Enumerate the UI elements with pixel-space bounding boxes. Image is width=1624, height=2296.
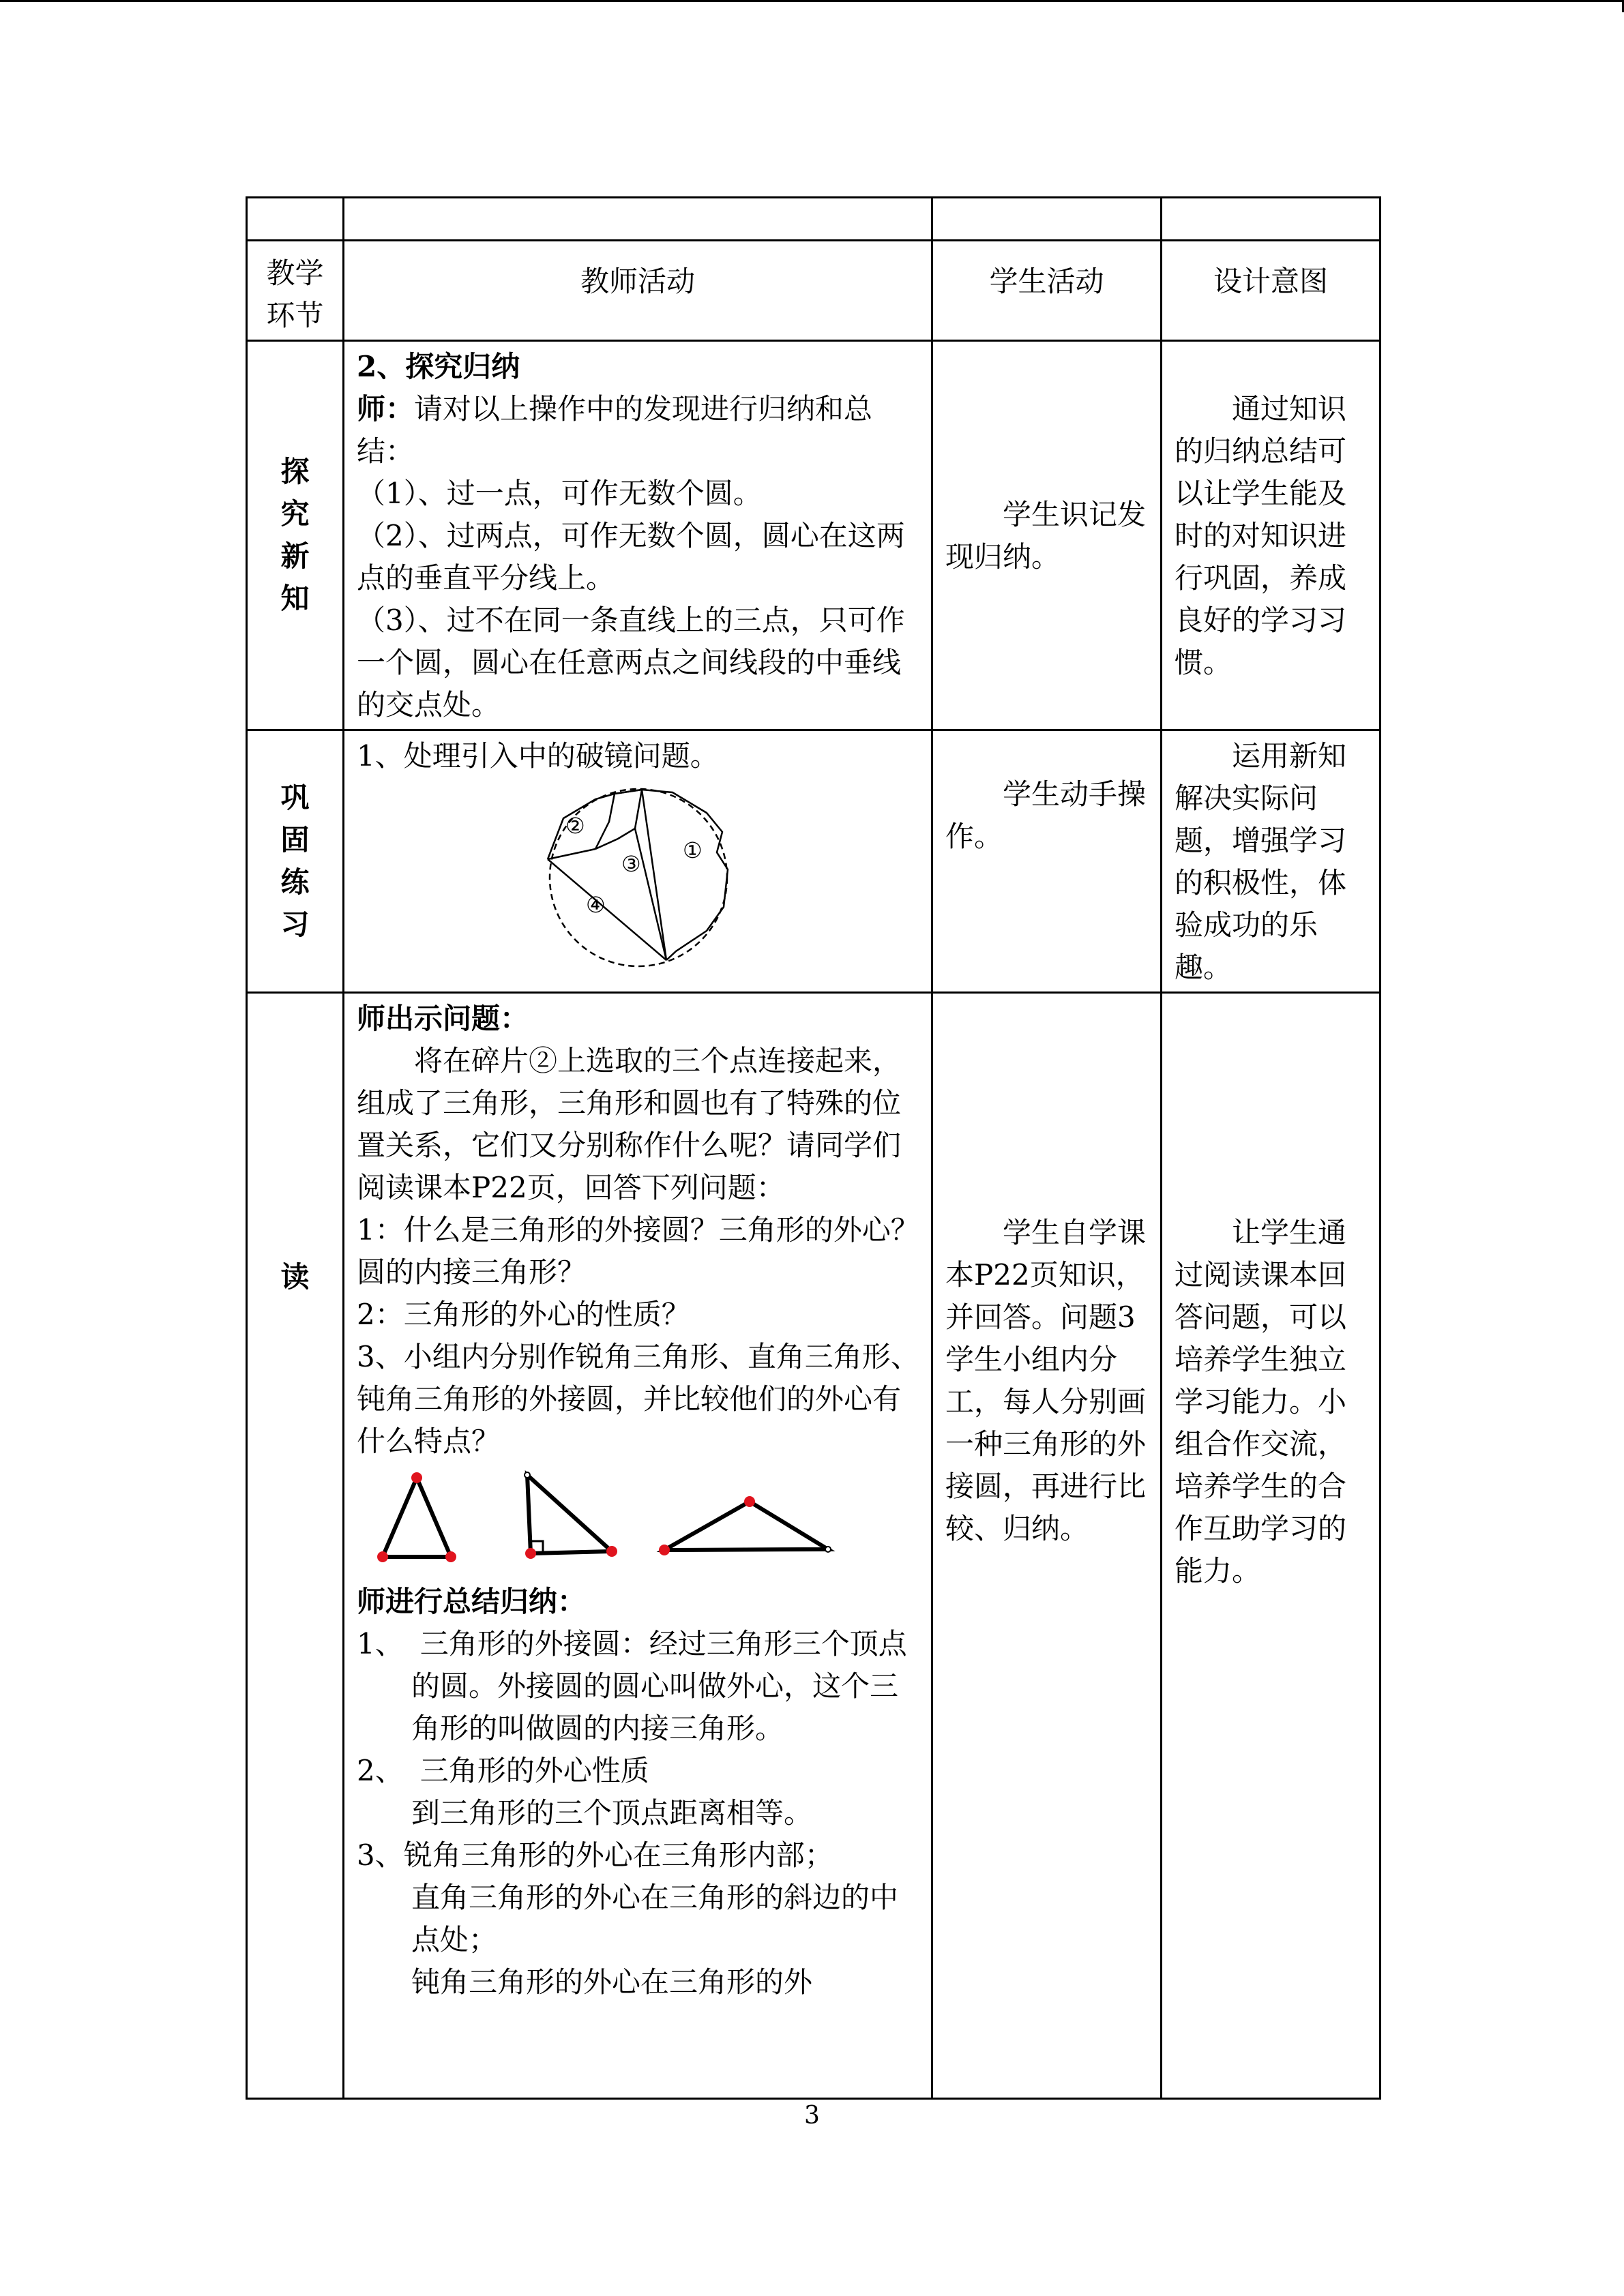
table-row xyxy=(247,993,1381,2099)
empty-top-row xyxy=(247,198,1381,241)
section-label: 巩固练习 xyxy=(247,730,344,993)
triangle-figures xyxy=(357,1463,920,1577)
list-item: 3、锐角三角形的外心在三角形内部； xyxy=(357,1838,833,1872)
question-intro: 将在碎片②上选取的三个点连接起来，组成了三角形，三角形和圆也有了特殊的位置关系，它们又分别称作什么呢？请同学们阅读课本P22页，回答下列问题： xyxy=(357,1044,902,1204)
list-item-detail: 钝角三角形的外心在三角形的外 xyxy=(411,1965,813,1999)
student-activity-cell: 学生识记发现归纳。 xyxy=(932,341,1162,730)
summary-list xyxy=(357,1834,920,1877)
header-design-intent: 设计意图 xyxy=(1162,241,1381,341)
list-item-detail: 到三角形的三个顶点距离相等。 xyxy=(411,1796,813,1830)
table-row xyxy=(247,341,1381,730)
question-heading: 师出示问题： xyxy=(357,1002,529,1035)
design-intent-cell: 运用新知解决实际问题，增强学习的积极性，体验成功的乐趣。 xyxy=(1162,730,1381,993)
summary-list xyxy=(357,1623,920,1792)
header-teaching-stage: 教学环节 xyxy=(247,241,344,341)
list-item: （2）、过两点，可作无数个圆，圆心在这两点的垂直平分线上。 xyxy=(357,519,905,595)
student-activity-cell: 学生动手操作。 xyxy=(932,730,1162,993)
page-number: 3 xyxy=(804,2102,820,2130)
lesson-plan-table xyxy=(246,196,1381,2100)
list-item: 2：三角形的外心的性质？ xyxy=(357,1298,690,1331)
design-intent-cell: 让学生通过阅读课本回答问题，可以培养学生独立学习能力。小组合作交流，培养学生的合作互助学习的能力。 xyxy=(1162,993,1381,2099)
triangles-diagram xyxy=(369,1470,846,1565)
header-teacher-activity: 教师活动 xyxy=(344,241,932,341)
list-item: 3、小组内分别作锐角三角形、直角三角形、钝角三角形的外接圆，并比较他们的外心有什么特点？ xyxy=(357,1340,919,1458)
list-item: 1、 三角形的外接圆：经过三角形三个顶点的圆。外接圆的圆心叫做外心，这个三角形的叫做圆的内接三角形。 xyxy=(357,1627,907,1745)
exercise-text: 1、处理引入中的破镜问题。 xyxy=(357,739,719,773)
teacher-activity-cell xyxy=(344,993,932,2099)
section-label: 探究新知 xyxy=(247,341,344,730)
broken-mirror-figure xyxy=(357,777,920,983)
list-item-detail: 直角三角形的外心在三角形的斜边的中点处； xyxy=(411,1881,899,1956)
fragment-label: ② xyxy=(565,813,585,839)
list-item: （3）、过不在同一条直线上的三点，只可作一个圆，圆心在任意两点之间线段的中垂线的交点处。 xyxy=(357,603,905,721)
summary-heading: 师进行总结归纳： xyxy=(357,1585,587,1618)
list-item: 2、 三角形的外心性质 xyxy=(357,1754,649,1787)
student-activity-cell: 学生自学课本P22页知识，并回答。问题3学生小组内分工，每人分别画一种三角形的外接圆，再进行比较、归纳。 xyxy=(932,993,1162,2099)
fragment-label: ④ xyxy=(586,892,606,918)
design-intent-cell: 通过知识的归纳总结可以让学生能及时的对知识进行巩固，养成良好的学习习惯。 xyxy=(1162,341,1381,730)
list-item: （1）、过一点，可作无数个圆。 xyxy=(357,477,762,510)
teacher-activity-cell xyxy=(344,341,932,730)
step-heading: 2、探究归纳 xyxy=(357,350,520,383)
fragment-label: ③ xyxy=(621,851,641,877)
teacher-lead: 师：请对以上操作中的发现进行归纳和总结： xyxy=(357,392,873,468)
list-item: 1：什么是三角形的外接圆？三角形的外心？圆的内接三角形？ xyxy=(357,1213,919,1289)
section-label: 读 xyxy=(247,993,344,2099)
header-student-activity: 学生活动 xyxy=(932,241,1162,341)
teacher-activity-cell xyxy=(344,730,932,993)
broken-mirror-diagram xyxy=(533,784,744,968)
page-top-border xyxy=(0,0,1624,2)
fragment-label: ① xyxy=(683,837,703,863)
table-row xyxy=(247,730,1381,993)
header-row xyxy=(247,241,1381,341)
